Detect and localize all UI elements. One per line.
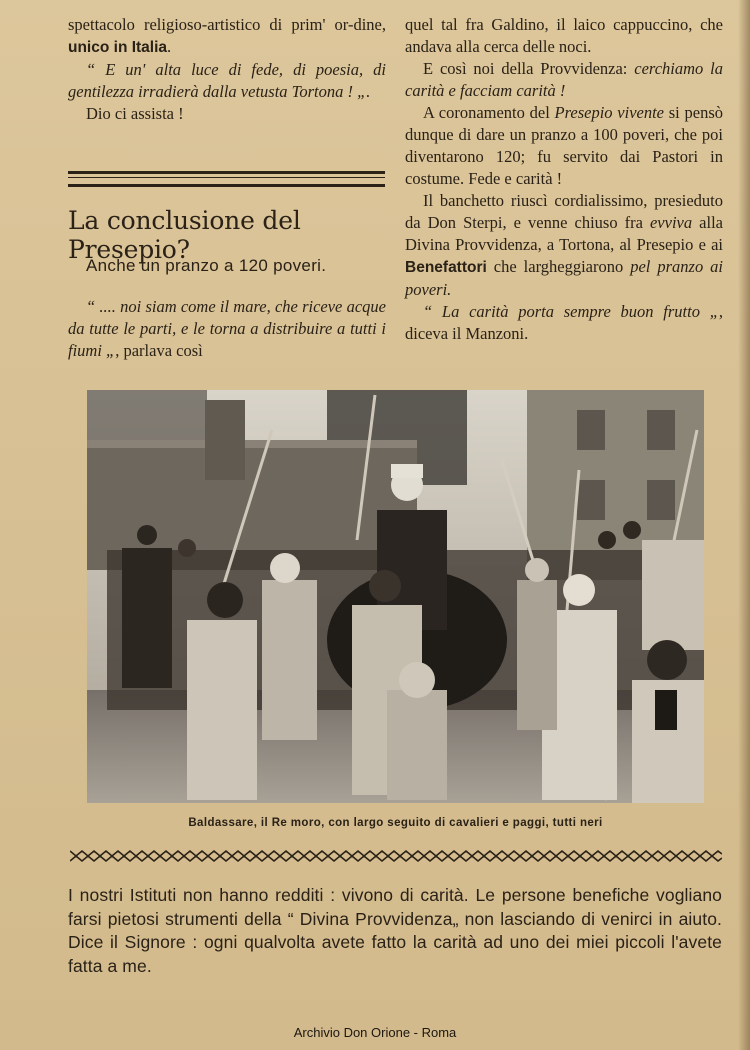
archive-footer: Archivio Don Orione - Roma xyxy=(293,1025,457,1040)
right-paragraph-3: A coronamento del Presepio vivente si pensò dunque di dare un pranzo a 100 poveri, che poi diventarono 120; fu servito dai Pastori in costume. Fede e carità ! xyxy=(405,103,723,188)
right-column xyxy=(405,14,723,345)
page-edge-shadow xyxy=(738,0,750,1050)
donation-appeal: I nostri Istituti non hanno redditi : vivono di carità. Le persone benefiche vogliano farsi pietosi strumenti della “ Divina Provvidenza„ non lasciando di venirci in aiuto. Dice il Signore : ogni qualvolta avete fatto la carità ad uno dei miei piccoli l'avete fatta a me. xyxy=(68,885,722,976)
article-subhead: Anche un pranzo a 120 poveri. xyxy=(86,256,327,275)
right-paragraph-2: E così noi della Provvidenza: cerchiamo la carità e facciam carità ! xyxy=(405,59,723,100)
section-divider xyxy=(68,171,385,187)
procession-photo xyxy=(87,390,704,803)
article-headline: La conclusione del Presepio? xyxy=(68,206,301,264)
left-paragraph-closing: Dio ci assista ! xyxy=(86,104,184,123)
right-paragraph-4: Il banchetto riuscì cordialissimo, presieduto da Don Sterpi, e venne chiuso fra evviva alla Divina Provvidenza, a Tortona, al Presepio e ai Benefattori che largheggiarono pel pranzo ai poveri. xyxy=(405,191,723,299)
right-paragraph-5: “ La carità porta sempre buon frutto „, diceva il Manzoni. xyxy=(405,302,723,343)
left-paragraph-quote: “ E un' alta luce di fede, di poesia, di gentilezza irradierà dalla vetusta Tortona ! „. xyxy=(68,60,386,101)
photo-caption: Baldassare, il Re moro, con largo seguito di cavalieri e paggi, tutti neri xyxy=(188,817,603,829)
left-paragraph-1: spettacolo religioso-artistico di prim' or-dine, unico in Italia. xyxy=(68,15,386,56)
right-paragraph-1: quel tal fra Galdino, il laico cappuccino, che andava alla cerca delle noci. xyxy=(405,15,723,56)
article-opening-quote: “ .... noi siam come il mare, che riceve acque da tutte le parti, e le torna a distribuire a tutti i fiumi „, parlava così xyxy=(68,297,386,360)
procession-photo-illustration xyxy=(87,390,704,803)
unico-in-italia: unico in Italia xyxy=(68,39,168,56)
left-column xyxy=(68,14,386,125)
ornamental-border xyxy=(70,848,722,864)
